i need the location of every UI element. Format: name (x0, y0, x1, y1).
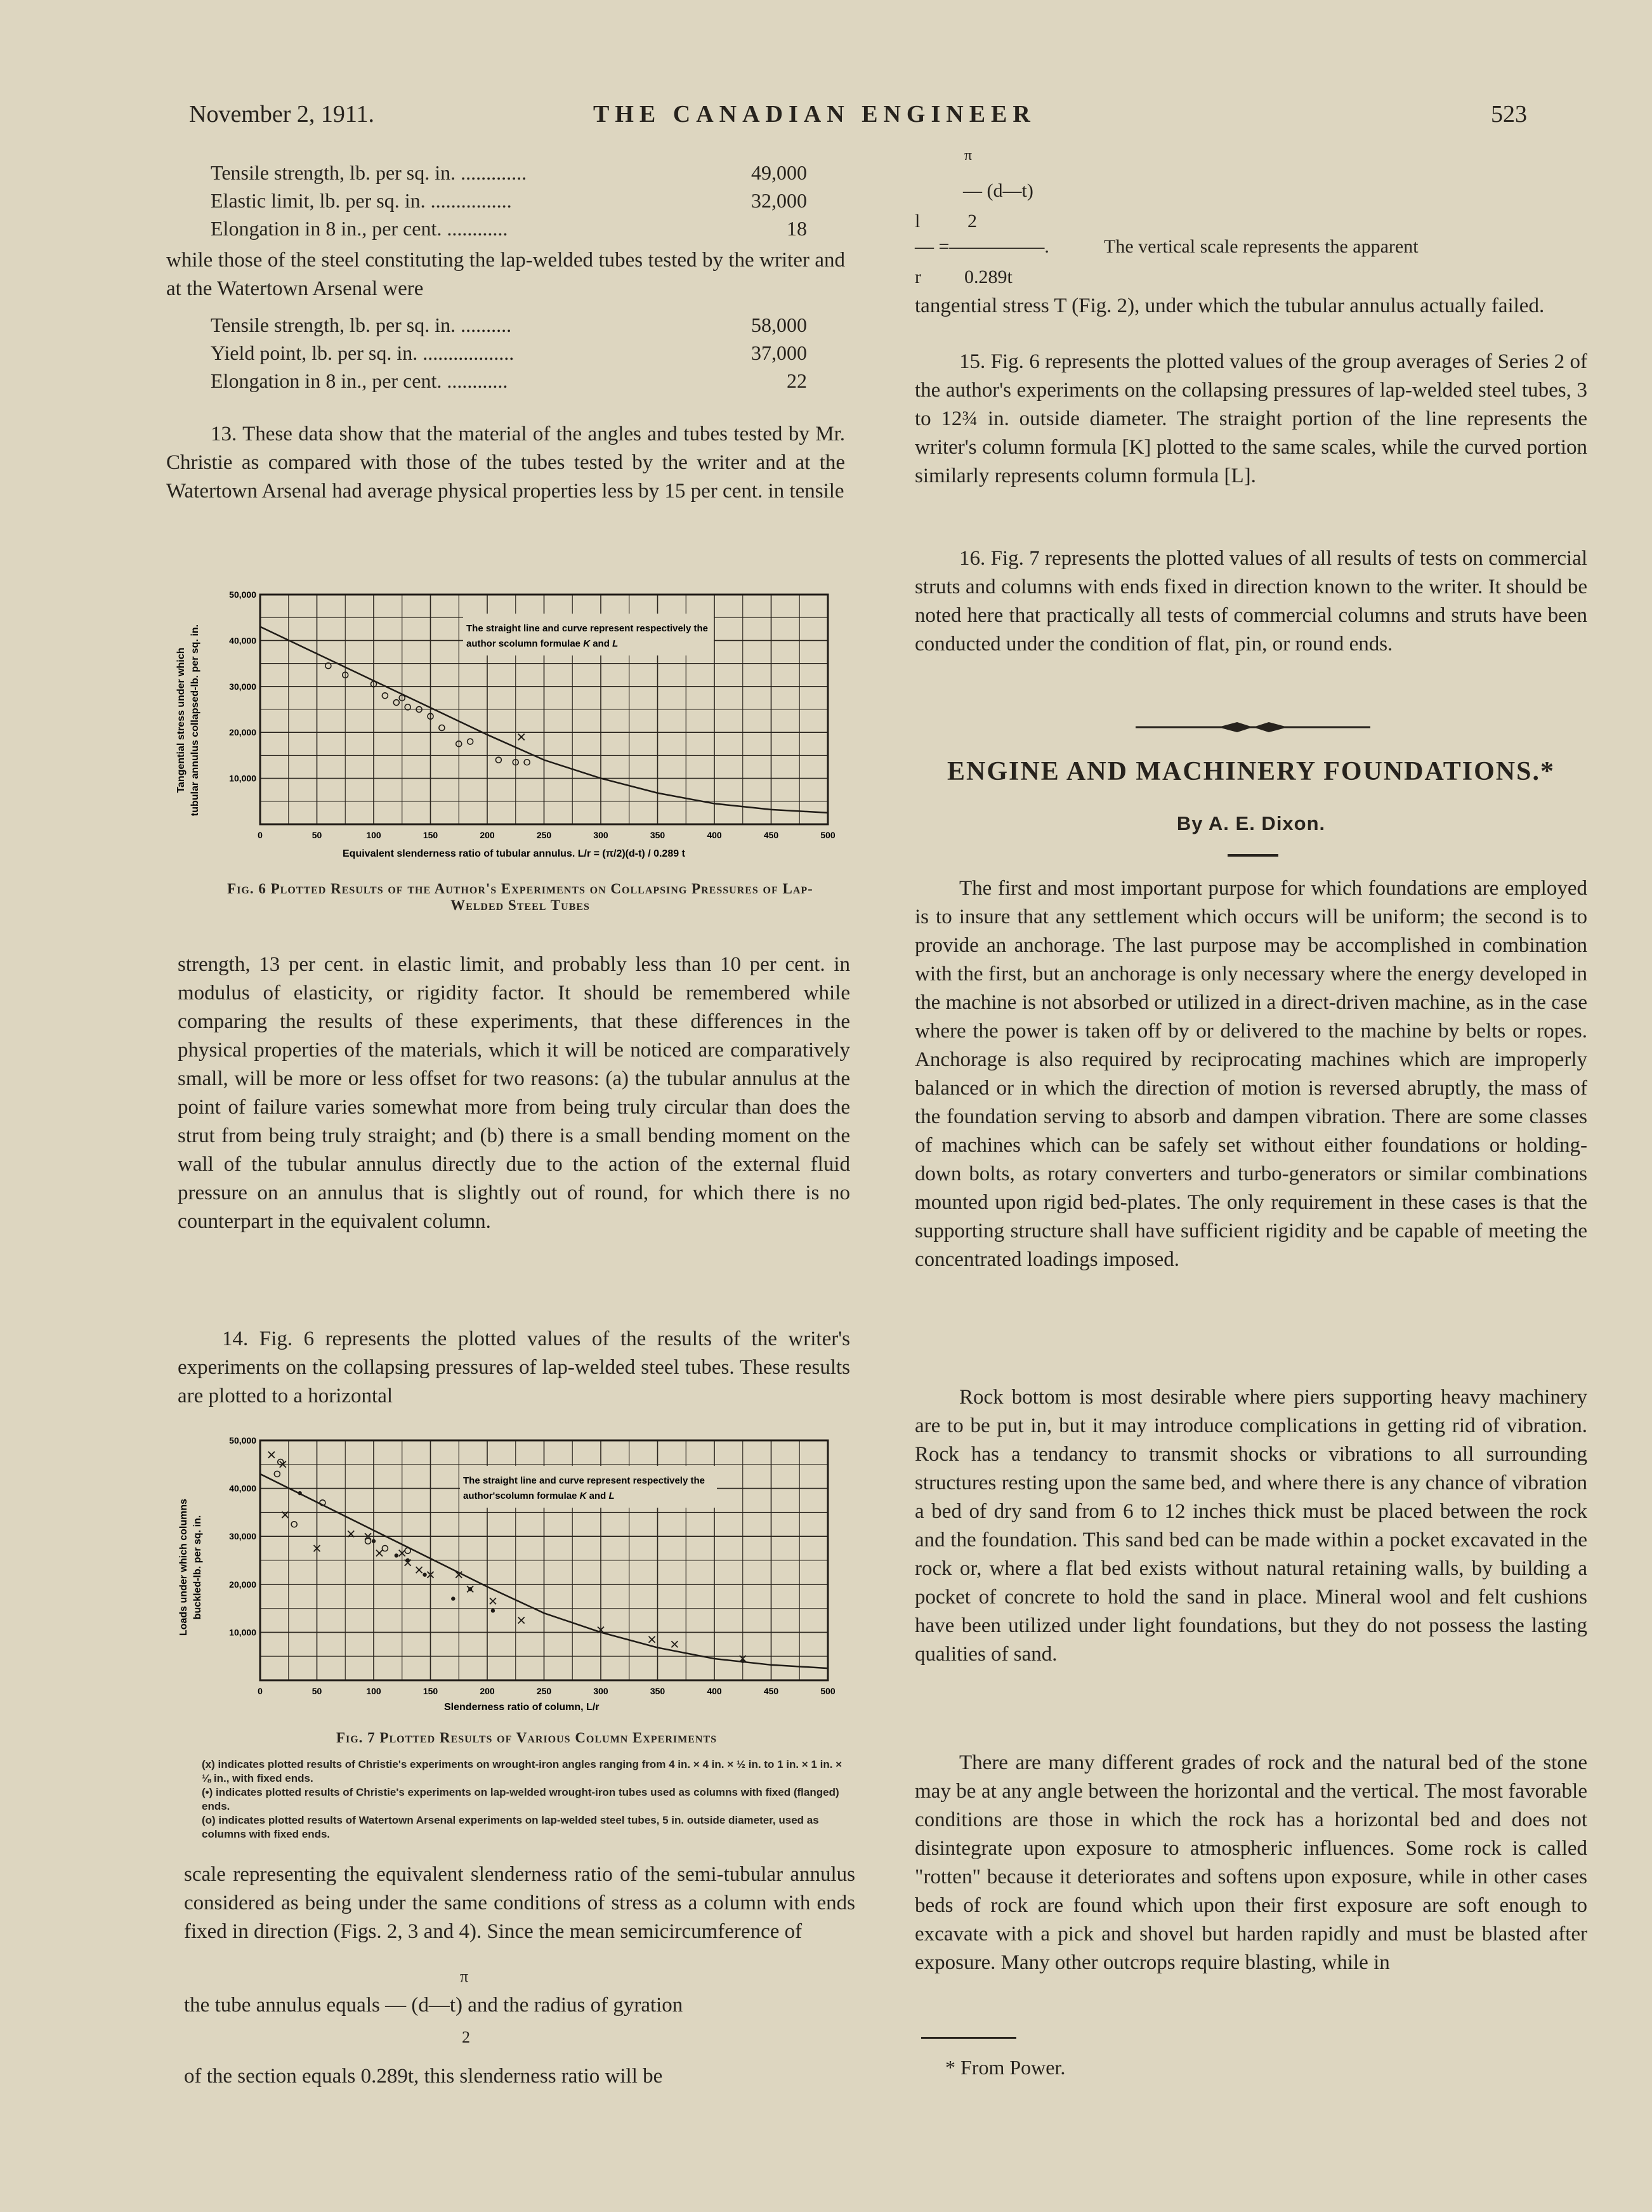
paragraph-15: 15. Fig. 6 represents the plotted values of the group averages of Series 2 of the author's experiments on the collapsing pressures of lap-welded steel tubes, 3 to 12¾ in. outside diameter. The straight portion of the line represents the writer's column formula [K] plotted to the same scales, while the curved portion similarly represents column formula [L]. (915, 350, 1587, 487)
y-tick-label: 40,000 (229, 1483, 256, 1494)
data-point-circle (468, 739, 473, 744)
spec-list-1 (211, 159, 807, 242)
x-tick-label: 100 (366, 1686, 381, 1696)
data-point-cross (416, 1567, 423, 1573)
y-tick-label: 10,000 (229, 773, 256, 784)
formula-denominator: 0.289t (964, 267, 1013, 287)
x-tick-label: 150 (423, 1686, 438, 1696)
tube-denominator: 2 (462, 2028, 470, 2046)
paragraph-14: 14. Fig. 6 represents the plotted values of the results of the writer's experiments on the collapsing pressures of lap-welded steel tubes. These results are plotted to a horizontal (178, 1327, 850, 1407)
fig6-points (325, 663, 530, 765)
fig6-note-box (463, 614, 714, 655)
x-tick-label: 450 (763, 830, 779, 840)
data-point-cross (649, 1636, 655, 1643)
data-point-circle (274, 1471, 280, 1477)
data-point-cross (376, 1550, 383, 1557)
footnote-rule (921, 2037, 1016, 2039)
header-journal: THE CANADIAN ENGINEER (593, 101, 1036, 128)
data-point-circle (365, 1538, 371, 1544)
data-point-cross (518, 734, 525, 740)
formula-numerator: — (d—t) (963, 180, 1033, 201)
formula-l: l (915, 211, 921, 232)
fig6-note-line-1: The straight line and curve represent respectively the (466, 623, 708, 634)
x-tick-label: 0 (258, 1686, 263, 1696)
data-point-dot (406, 1558, 410, 1562)
data-point-dot (491, 1609, 495, 1612)
data-point-circle (382, 1546, 388, 1551)
spec-row: Elongation in 8 in., per cent. ............ 18 (211, 217, 807, 240)
fig6-ylabel-2: tubular annulus collapsed-lb. per sq. in. (190, 624, 200, 817)
fig7-legend (202, 1758, 842, 1841)
fig6-xlabel: Equivalent slenderness ratio of tubular annulus. L/r = (π/2)(d-t) / 0.289 t (343, 848, 685, 859)
y-tick-label: 20,000 (229, 727, 256, 738)
data-point-circle (439, 725, 445, 730)
tube-annulus-line: the tube annulus equals — (d—t) and the radius of gyration (184, 1994, 683, 2017)
fig7-note-line-2: author'scolumn formulae K and L (463, 1491, 615, 1501)
y-tick-label: 30,000 (229, 681, 256, 692)
footnote: * From Power. (945, 2056, 1066, 2079)
x-tick-label: 0 (258, 830, 263, 840)
data-point-circle (291, 1522, 297, 1527)
data-point-dot (395, 1553, 398, 1557)
legend-x: (x) indicates plotted results of Christie's experiments on wrought-iron angles ranging from 4 in. × 4 in. × ½ in. to 1 in. × 1 in. × ⅛ in., with fixed ends. (202, 1758, 842, 1784)
fig6-ylabel-1: Tangential stress under which (176, 647, 187, 793)
fig7-note-box (460, 1466, 717, 1508)
paragraph-c: There are many different grades of rock and the natural bed of the stone may be at any angle between the horizontal and the vertical. The most favorable conditions are those in which the rock has a horizontal bed and does not disintegrate upon exposure to atmospheric influences. Some rock is called "rotten" because it deteriorates and softens upon exposure, while in other cases beds of rock are found which upon their first exposure are soft enough to excavate with a pick and shovel but harden rapidly and must be blasted after exposure. Many other outcrops require blasting, while in (915, 1751, 1587, 1974)
formula-r: r (915, 267, 921, 287)
data-point-circle (495, 757, 501, 763)
section-line: of the section equals 0.289t, this slenderness ratio will be (184, 2065, 663, 2088)
section-ornament (1136, 716, 1370, 739)
x-tick-label: 250 (536, 1686, 552, 1696)
spec-row: Elastic limit, lb. per sq. in. ................ 32,000 (211, 189, 807, 212)
data-point-dot (372, 1539, 376, 1543)
x-tick-label: 350 (650, 830, 665, 840)
header-date: November 2, 1911. (189, 101, 374, 128)
x-tick-label: 100 (366, 830, 381, 840)
legend-dot: (•) indicates plotted results of Christie's experiments on lap-welded wrought-iron tubes used as columns with fixed (flanged) ends. (202, 1786, 839, 1812)
paragraph-14-cont: scale representing the equivalent slenderness ratio of the semi-tubular annulus considered as being under the same conditions of stress as a column with ends fixed in direction (Figs. 2, 3 and 4). Since the mean semicircumference of (184, 1863, 855, 1943)
x-tick-label: 200 (480, 830, 495, 840)
spec-list-2 (211, 311, 807, 395)
x-tick-label: 200 (480, 1686, 495, 1696)
y-tick-label: 30,000 (229, 1531, 256, 1542)
formula-eq: — =—————. (915, 236, 1049, 257)
spec-row: Yield point, lb. per sq. in. .................. 37,000 (211, 341, 807, 364)
x-tick-label: 50 (311, 1686, 322, 1696)
fig6-chart (171, 581, 856, 869)
x-tick-label: 150 (423, 830, 438, 840)
formula-text: The vertical scale represents the apparent (1104, 236, 1419, 257)
x-tick-label: 400 (707, 1686, 722, 1696)
data-point-dot (423, 1572, 426, 1576)
data-point-circle (524, 760, 530, 765)
y-tick-label: 40,000 (229, 635, 256, 646)
x-tick-label: 50 (311, 830, 322, 840)
data-point-cross (671, 1641, 678, 1647)
x-tick-label: 350 (650, 1686, 665, 1696)
fig6-note-line-2: author scolumn formulae K and L (466, 638, 619, 649)
data-point-dot (468, 1587, 472, 1591)
formula-continuation: tangential stress T (Fig. 2), under which the tubular annulus actually failed. (915, 294, 1545, 317)
data-point-dot (451, 1596, 455, 1600)
paragraph-13: 13. These data show that the material of the angles and tubes tested by Mr. Christie as compared with those of the tubes tested by the writer and at the Watertown Arsenal had average physical properties less by 15 per cent. in tensile (166, 423, 845, 503)
data-point-cross (518, 1617, 525, 1624)
paragraph-16: 16. Fig. 7 represents the plotted values of all results of tests on commercial struts and columns with ends fixed in direction known to the writer. It should be noted here that practically all tests of commercial columns and struts have been conducted under the condition of flat, pin, or round ends. (915, 547, 1587, 655)
x-tick-label: 500 (820, 830, 836, 840)
x-tick-label: 250 (536, 830, 552, 840)
pi-symbol: π (460, 1967, 469, 1985)
data-point-circle (382, 693, 388, 699)
x-tick-label: 450 (763, 1686, 779, 1696)
paragraph-13-cont: strength, 13 per cent. in elastic limit, and probably less than 10 per cent. in modulus of elasticity, or rigidity factor. It should be remembered while comparing the results of these experiments, that these differences in the physical properties of the materials, which it will be noticed are comparatively small, will be more or less offset for two reasons: (a) the tubular annulus at the point of failure varies somewhat more from being truly circular than does the strut from being truly straight; and (b) there is a small bending moment on the wall of the tubular annulus directly due to the action of the external fluid pressure on an annulus that is slightly out of round, for which there is no counterpart in the equivalent column. (178, 953, 850, 1233)
x-tick-label: 300 (593, 830, 608, 840)
x-tick-label: 500 (820, 1686, 836, 1696)
fig7-caption: Fig. 7 Plotted Results of Various Column Experiments (336, 1730, 718, 1746)
fig7-chart (171, 1428, 856, 1723)
y-tick-label: 10,000 (229, 1627, 256, 1638)
paragraph-b: Rock bottom is most desirable where piers supporting heavy machinery are to be put in, but it may introduce complications in getting rid of vibration. Rock has a tendancy to transmit shocks or vibrations to all surrounding structures resting upon the same bed, and where there is any chance of vibration a bed of dry sand from 6 to 12 inches thick must be placed between the rock and the foundation. This sand bed can be made within a pocket excavated in the rock or, where a flat bed exists without natural retaining walls, by building a pocket of concrete to hold the sand in place. Mineral wool and felt cushions have been utilized under light foundations, but they do not possess the lasting qualities of sand. (915, 1386, 1587, 1666)
spec-row: Tensile strength, lb. per sq. in. .......... 58,000 (211, 313, 807, 336)
formula-pi: π (964, 147, 973, 164)
fig7-note-line-1: The straight line and curve represent respectively the (463, 1475, 705, 1486)
data-point-circle (405, 1548, 410, 1553)
paragraph-a: The first and most important purpose for which foundations are employed is to insure that any settlement which occurs will be uniform; the second is to provide an anchorage. The last purpose may be accomplished in combination with the first, but an anchorage is only necessary where the energy developed in the machine is not absorbed or utilized in a direct-driven machine, as in the case where the power is taken off by or delivered to the machine by belts or ropes. Anchorage is also required by reciprocating machines which are improperly balanced or in which the direction of motion is reversed abruptly, the mass of the foundation serving to absorb and dampen vibration. There are some classes of machines which can be safely set without either foundations or holding-down bolts, as rotary converters and turbo-generators or similar combinations mounted upon rigid bed-plates. The only requirement in these cases is that the supporting structure shall have sufficient rigidity and be capable of meeting the concentrated loadings imposed. (915, 877, 1587, 1271)
y-tick-label: 20,000 (229, 1579, 256, 1590)
data-point-cross (268, 1452, 275, 1458)
specs-intro: while those of the steel constituting the lap-welded tubes tested by the writer and at the Watertown Arsenal were (166, 249, 845, 300)
data-point-cross (490, 1598, 496, 1604)
fig6-caption: Fig. 6 Plotted Results of the Author's Experiments on Collapsing Pressures of Lap-Welded Steel Tubes (227, 881, 813, 913)
byline-rule (1228, 854, 1278, 857)
x-tick-label: 300 (593, 1686, 608, 1696)
data-point-dot (741, 1659, 745, 1663)
legend-o: (o) indicates plotted results of Watertown Arsenal experiments on lap-welded steel tubes, 5 in. outside diameter, used as columns with fixed ends. (202, 1814, 819, 1840)
fig7-ylabel-2: buckled-lb. per sq. in. (192, 1515, 203, 1620)
data-point-circle (393, 700, 399, 706)
byline: By A. E. Dixon. (1176, 812, 1326, 834)
data-point-dot (298, 1491, 301, 1495)
y-tick-label: 50,000 (229, 589, 256, 600)
spec-row: Tensile strength, lb. per sq. in. ............. 49,000 (211, 161, 807, 184)
x-tick-label: 400 (707, 830, 722, 840)
formula-2: 2 (967, 211, 977, 232)
article-title: ENGINE AND MACHINERY FOUNDATIONS.* (947, 757, 1555, 786)
fig7-xlabel: Slenderness ratio of column, L/r (444, 1702, 600, 1713)
spec-row: Elongation in 8 in., per cent. ............ 22 (211, 369, 807, 392)
fig7-ylabel-1: Loads under which columns (178, 1498, 189, 1636)
header-page-number: 523 (1491, 101, 1527, 128)
y-tick-label: 50,000 (229, 1435, 256, 1445)
